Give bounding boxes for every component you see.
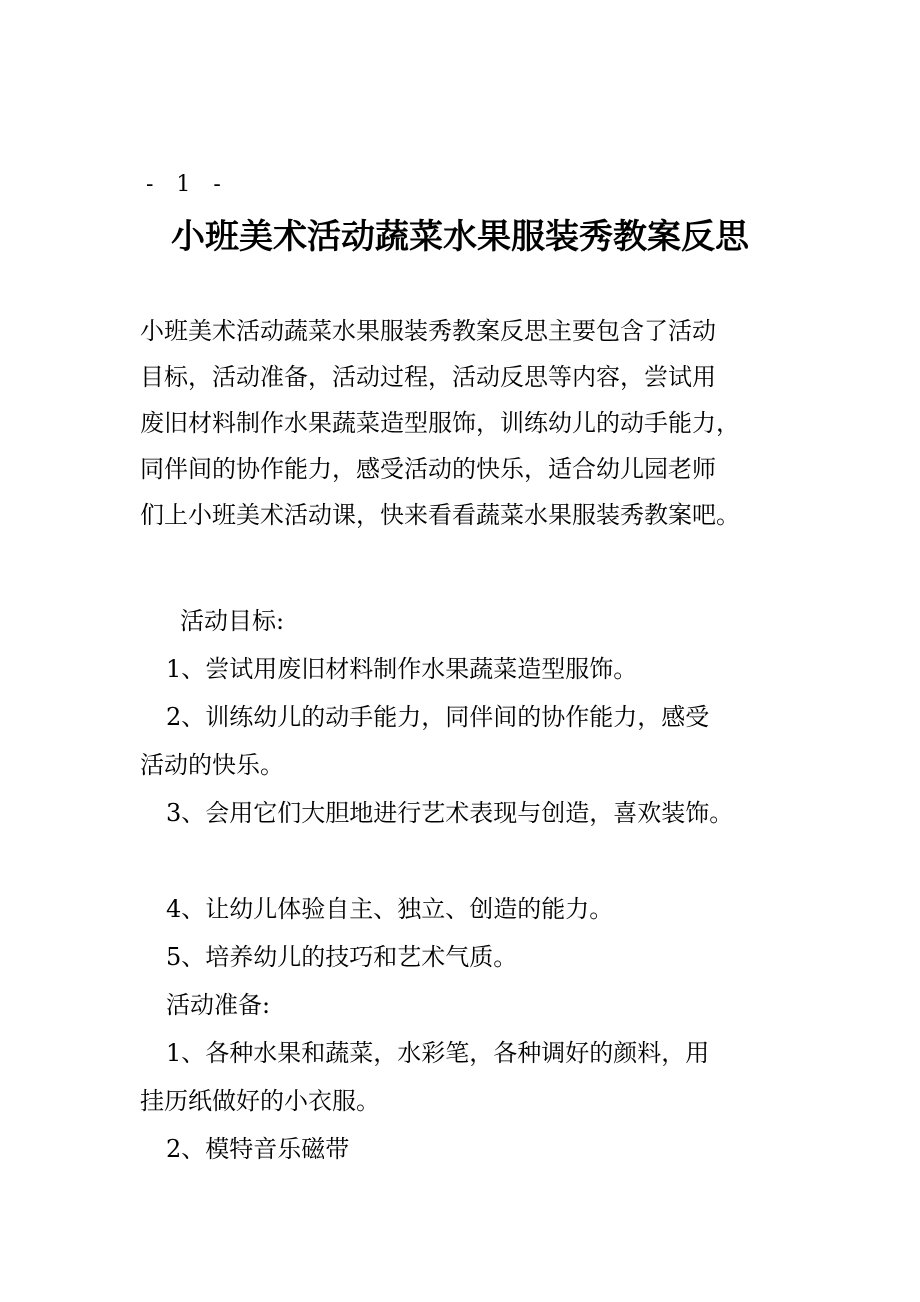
- goal-item: 4、让幼儿体验自主、独立、创造的能力。: [166, 895, 614, 923]
- preparation-item-continuation: 挂历纸做好的小衣服。: [140, 1087, 380, 1115]
- goals-heading: 活动目标:: [180, 607, 285, 635]
- goal-item: 5、培养幼儿的技巧和艺术气质。: [166, 943, 518, 971]
- preparation-item: 2、模特音乐磁带: [166, 1135, 350, 1163]
- intro-line: 小班美术活动蔬菜水果服装秀教案反思主要包含了活动: [140, 317, 716, 345]
- goal-item: 2、训练幼儿的动手能力，同伴间的协作能力，感受: [166, 703, 710, 731]
- intro-paragraph: [140, 308, 790, 538]
- document-title: 小班美术活动蔬菜水果服装秀教案反思: [171, 217, 749, 257]
- goal-item: 1、尝试用废旧材料制作水果蔬菜造型服饰。: [166, 655, 638, 683]
- goal-item: 3、会用它们大胆地进行艺术表现与创造，喜欢装饰。: [166, 799, 734, 827]
- goal-item-continuation: 活动的快乐。: [140, 751, 284, 779]
- intro-line: 目标，活动准备，活动过程，活动反思等内容，尝试用: [140, 363, 716, 391]
- intro-line: 废旧材料制作水果蔬菜造型服饰，训练幼儿的动手能力，: [140, 409, 740, 437]
- preparation-item: 1、各种水果和蔬菜，水彩笔，各种调好的颜料，用: [166, 1039, 710, 1067]
- intro-line: 们上小班美术活动课，快来看看蔬菜水果服装秀教案吧。: [140, 501, 740, 529]
- preparation-heading: 活动准备:: [166, 991, 271, 1019]
- page-number: - 1 -: [146, 172, 229, 197]
- intro-line: 同伴间的协作能力，感受活动的快乐，适合幼儿园老师: [140, 455, 716, 483]
